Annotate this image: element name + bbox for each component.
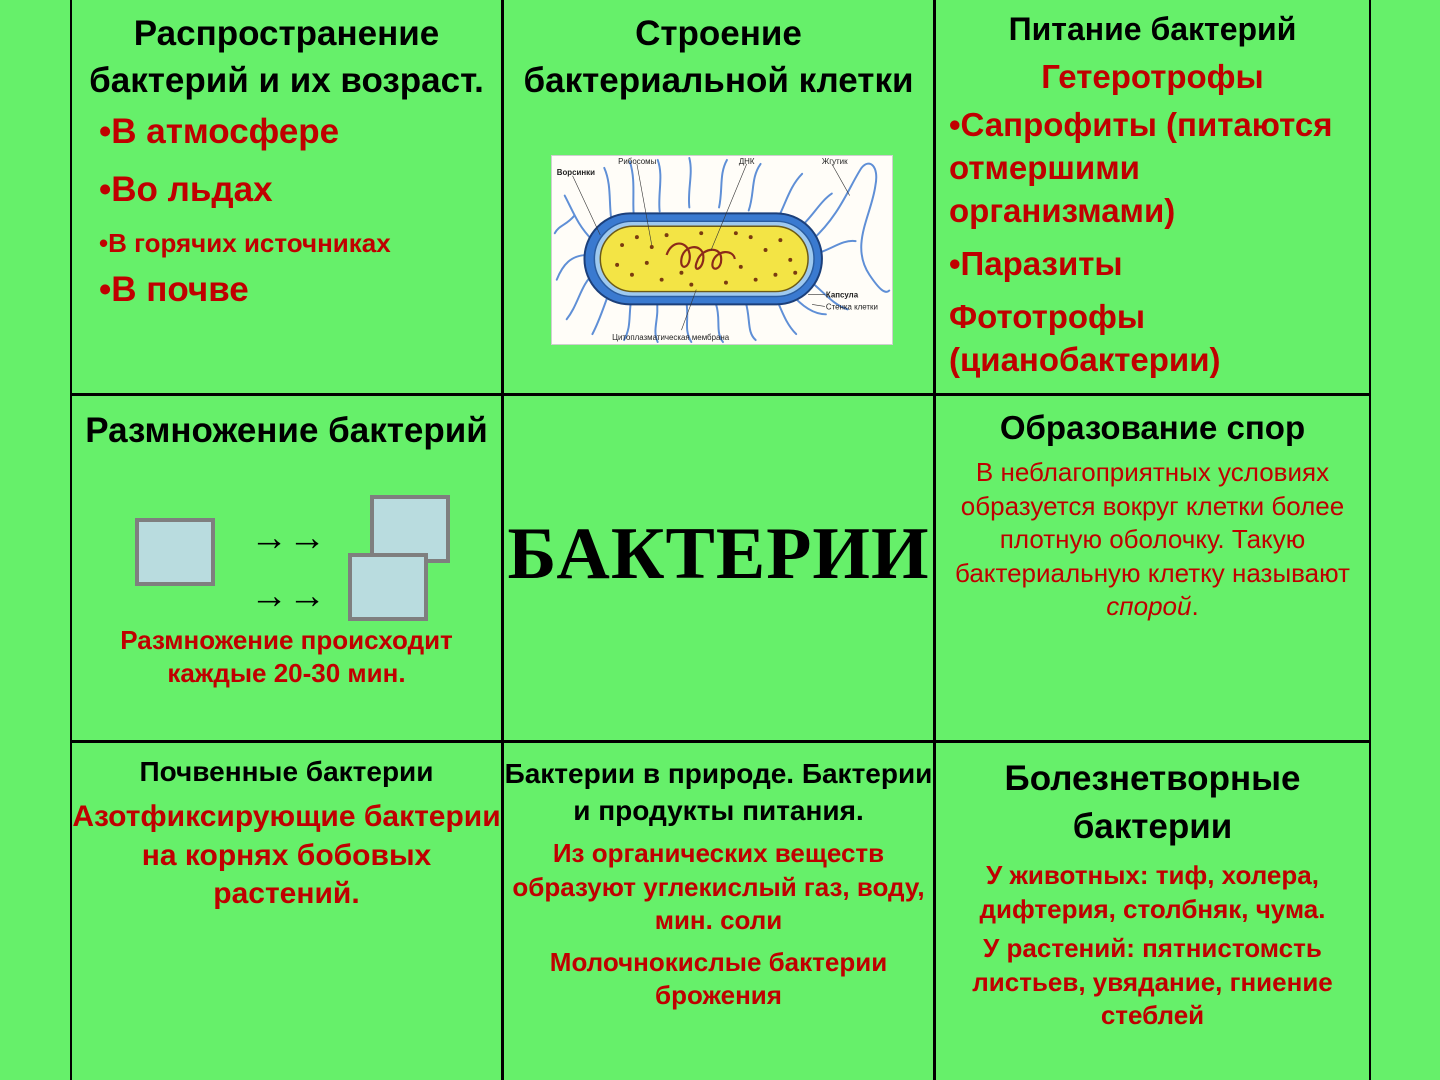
structure-title: Строение бактериальной клетки (523, 14, 914, 100)
cell-nature (502, 741, 935, 1080)
soil-text: Азотфиксирующие бактерии на корнях бобовых растений. (72, 800, 501, 910)
parasites-item: •Паразиты (949, 245, 1123, 282)
single-cell-square (135, 518, 215, 586)
list-item: •В атмосфере (99, 112, 340, 151)
distribution-list (72, 112, 501, 310)
bacterial-cell-diagram (551, 155, 893, 345)
nature-text-2: Молочнокислые бактерии брожения (549, 946, 888, 1010)
label-villi: Ворсинки (556, 167, 595, 177)
spores-text (936, 456, 1369, 624)
label-capsule: Капсула (825, 290, 859, 300)
reproduction-title: Размножение бактерий (85, 411, 488, 450)
distribution-title: Распространение бактерий и их возраст. (89, 14, 484, 100)
list-item: •Во льдах (99, 170, 273, 209)
pathogenic-title: Болезнетворные бактерии (1004, 759, 1301, 846)
cell-pathogenic (934, 741, 1371, 1080)
pathogenic-plants: У растений: пятнистомсть листьев, увядание, гниение стеблей (972, 933, 1333, 1030)
nutrition-list (936, 103, 1369, 381)
cell-spores (934, 394, 1371, 742)
cell-center (502, 394, 935, 742)
saprophytes-item: •Сапрофиты (питаются отмершими организмами) (949, 106, 1333, 229)
arrow-bottom: →→ (250, 575, 326, 617)
heterotrophs-label: Гетеротрофы (1041, 58, 1264, 95)
label-flagellum: Жгутик (821, 156, 848, 166)
bacterial-cell-illustration (552, 156, 892, 344)
cell-nutrition (934, 0, 1371, 395)
cell-distribution (70, 0, 503, 395)
label-dna: ДНК (738, 156, 755, 166)
label-membrane: Цитоплазматическая мембрана (612, 333, 730, 343)
info-grid (70, 0, 1370, 1080)
spores-title: Образование спор (999, 409, 1306, 446)
spores-text-end: . (1191, 591, 1199, 621)
list-item: •В почве (99, 270, 249, 309)
arrow-top: →→ (250, 517, 326, 559)
soil-title: Почвенные бактерии (139, 756, 434, 787)
label-cell-wall: Стенка клетки (825, 302, 878, 312)
nature-text-1: Из органических веществ образуют углекислый газ, воду, мин. соли (512, 838, 925, 935)
phototrophs-item: Фототрофы (цианобактерии) (949, 298, 1221, 378)
center-title: БАКТЕРИИ (507, 513, 930, 595)
spores-text-main: В неблагоприятных условиях образуется вокруг клетки более плотную оболочку. Такую бактериальную клетку называют (955, 457, 1350, 588)
label-ribosomes: Рибосомы (618, 156, 657, 166)
spores-term: спорой (1106, 591, 1192, 621)
nutrition-title: Питание бактерий (1008, 11, 1297, 47)
cell-soil-bacteria (70, 741, 503, 1080)
cell-reproduction (70, 394, 503, 742)
pathogenic-animals: У животных: тиф, холера, дифтерия, столбняк, чума. (979, 860, 1326, 924)
divided-cell-square-bottom (348, 553, 428, 621)
reproduction-note: Размножение происходит каждые 20-30 мин. (120, 625, 453, 688)
cell-structure (502, 0, 935, 395)
list-item: •В горячих источниках (99, 228, 391, 258)
nature-title: Бактерии в природе. Бактерии и продукты питания. (504, 758, 933, 826)
